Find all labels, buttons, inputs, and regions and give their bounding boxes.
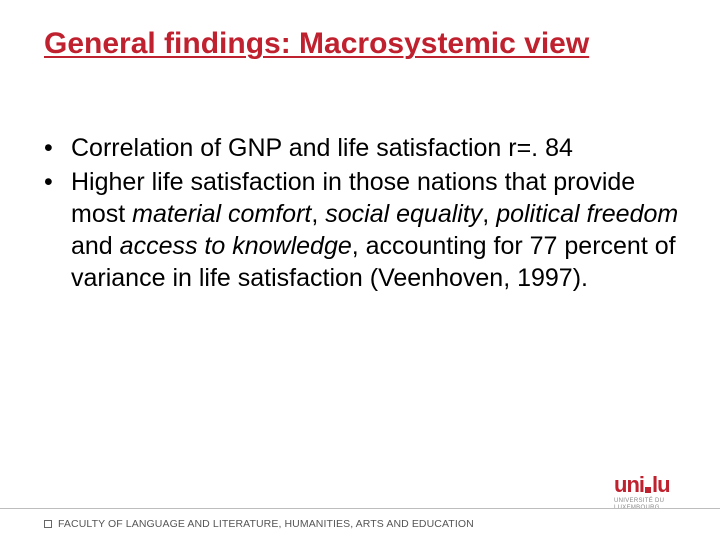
bullet-text	[71, 134, 573, 162]
logo-word-lu: lu	[652, 472, 670, 497]
bullet-segment: and	[71, 232, 120, 260]
bullet-text	[71, 168, 678, 292]
bullet-segment-emphasis: political freedom	[496, 200, 679, 228]
bullet-segment-emphasis: access to knowledge	[119, 232, 352, 260]
bullet-item	[44, 166, 694, 294]
logo-subtitle-line: UNIVERSITÉ DU	[614, 498, 665, 504]
bullet-marker: •	[44, 168, 53, 196]
university-logo	[614, 466, 678, 510]
bullet-marker: •	[44, 134, 53, 162]
bullet-item	[44, 132, 694, 164]
bullet-segment: , accounting for 77 percent of variance in life satisfaction (Veenhoven, 1997).	[71, 232, 676, 292]
bullet-segment: ,	[482, 200, 497, 228]
bullet-segment-emphasis: social equality	[325, 200, 483, 228]
logo-subtitle	[614, 498, 678, 512]
logo-mark	[614, 466, 678, 496]
bullet-list	[44, 132, 694, 296]
logo-word-uni: uni	[614, 472, 644, 497]
square-icon	[44, 520, 52, 528]
bullet-segment: ,	[311, 200, 326, 228]
footer	[44, 518, 474, 530]
slide-title: General findings: Macrosystemic view	[44, 27, 590, 60]
logo-dot	[645, 487, 651, 493]
bullet-segment: Correlation of GNP and life satisfaction r=. 84	[71, 134, 573, 162]
bullet-segment: Higher life satisfaction in those nations that provide most	[71, 168, 636, 228]
footer-text: FACULTY OF LANGUAGE AND LITERATURE, HUMANITIES, ARTS AND EDUCATION	[58, 518, 474, 530]
bullet-segment-emphasis: material comfort	[132, 200, 312, 228]
footer-divider	[0, 508, 720, 509]
